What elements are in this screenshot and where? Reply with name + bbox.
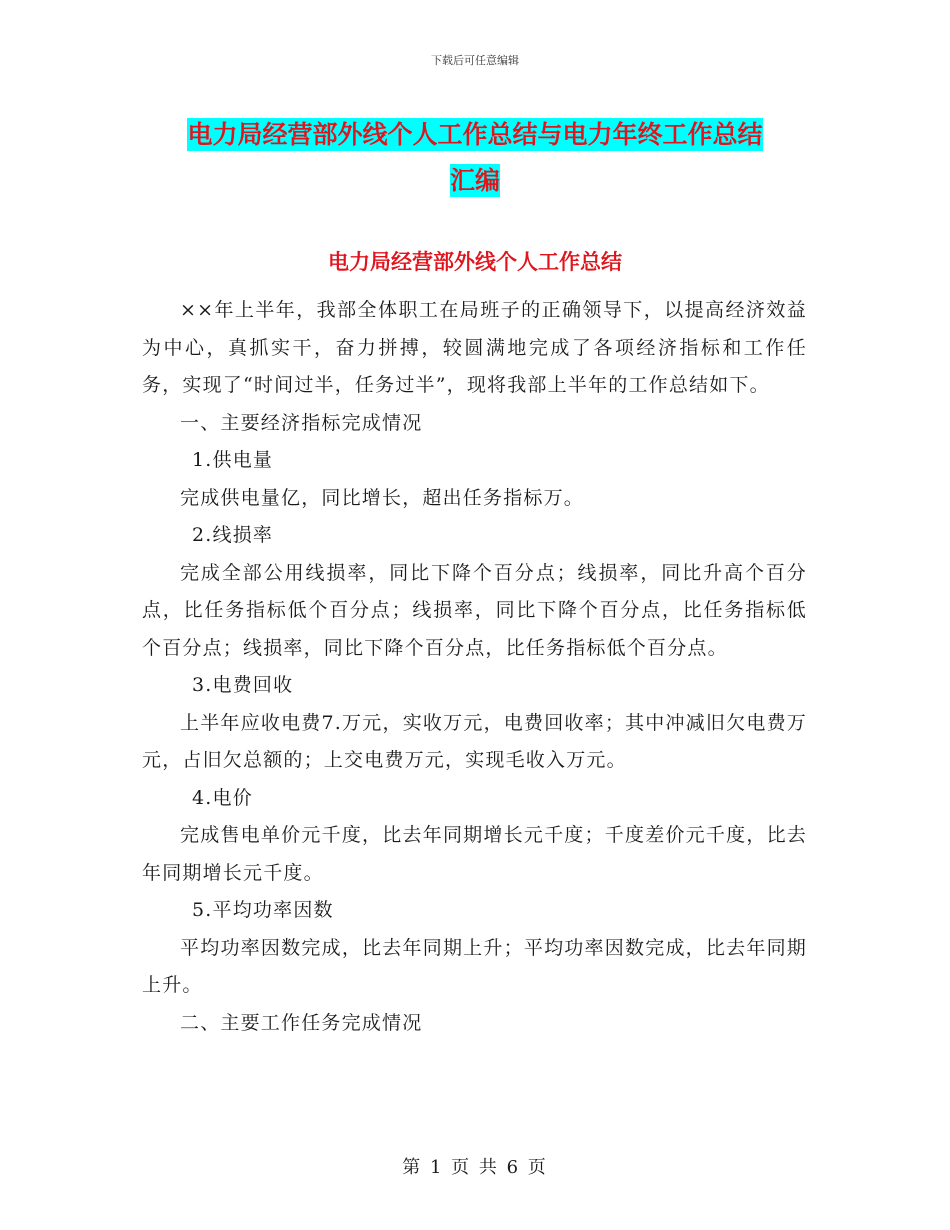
item-fee-recovery-text: 上半年应收电费7.万元，实收万元，电费回收率；其中冲减旧欠电费万元，占旧欠总额的；上交电费万元，实现毛收入万元。: [142, 711, 807, 771]
intro-paragraph: ××年上半年，我部全体职工在局班子的正确领导下，以提高经济效益为中心，真抓实干，奋力拼搏，较圆满地完成了各项经济指标和工作任务，实现了“时间过半，任务过半”，现将我部上半年的工作总结如下。: [142, 299, 807, 396]
document-title: [140, 112, 810, 204]
item-power-supply-heading: 1.供电量: [192, 449, 274, 471]
heading-work-tasks: 二、主要工作任务完成情况: [180, 1011, 423, 1034]
document-title-line1: 电力局经营部外线个人工作总结与电力年终工作总结: [187, 120, 763, 149]
item-line-loss-heading: 2.线损率: [192, 524, 274, 546]
item-fee-recovery-heading: 3.电费回收: [192, 674, 294, 696]
header-note: 下载后可任意编辑: [431, 54, 519, 67]
document-body: [142, 292, 807, 1042]
item-power-factor-text: 平均功率因数完成，比去年同期上升；平均功率因数完成，比去年同期上升。: [142, 936, 807, 996]
item-price-heading: 4.电价: [192, 786, 253, 809]
page-footer: 第 1 页 共 6 页: [402, 1157, 548, 1178]
heading-economic-indicators: 一、主要经济指标完成情况: [180, 411, 423, 434]
item-price-text: 完成售电单价元千度，比去年同期增长元千度；千度差价元千度，比去年同期增长元千度。: [142, 824, 807, 884]
document-title-line2: 汇编: [449, 166, 500, 195]
section-title: 电力局经营部外线个人工作总结: [328, 250, 622, 274]
item-line-loss-text: 完成全部公用线损率，同比下降个百分点；线损率，同比升高个百分点，比任务指标低个百分点；线损率，同比下降个百分点，比任务指标低个百分点；线损率，同比下降个百分点，比任务指标低个百分点。: [142, 561, 807, 659]
item-power-supply-text: 完成供电量亿，同比增长，超出任务指标万。: [180, 486, 585, 509]
item-power-factor-heading: 5.平均功率因数: [192, 899, 334, 921]
